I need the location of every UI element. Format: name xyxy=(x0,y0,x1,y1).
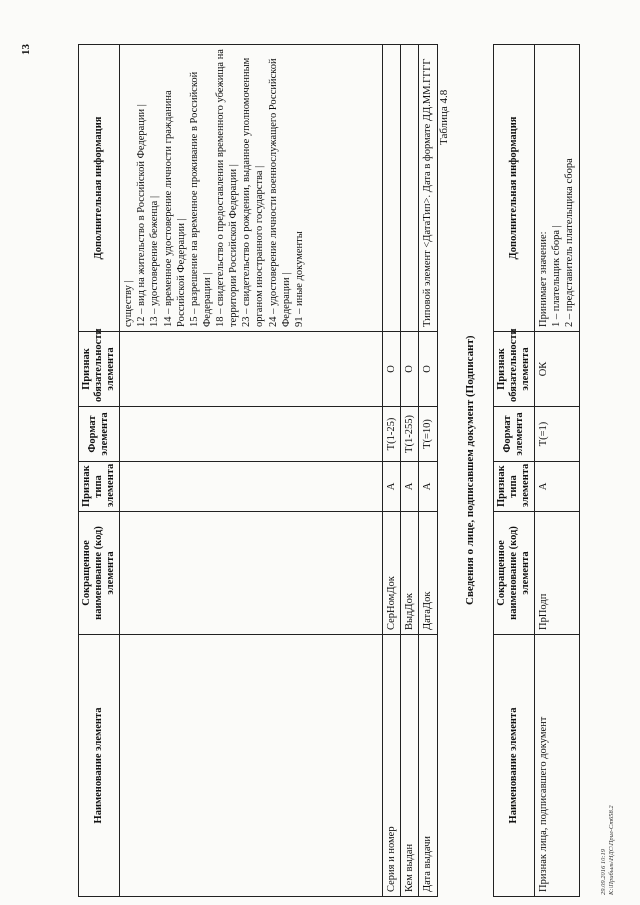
cell-code: СерНомДок xyxy=(383,512,401,635)
header-name: Наименование элемента xyxy=(494,635,535,897)
signer-table xyxy=(493,44,580,897)
cell-format: T(=10) xyxy=(419,407,437,462)
cell-type: А xyxy=(535,462,579,512)
cell-name: Серия и номер xyxy=(383,635,401,897)
cell-type: А xyxy=(419,462,437,512)
list-item: 12 – вид на жительство в Российской Федерации | xyxy=(136,104,148,327)
cell-name: Признак лица, подписавшего документ xyxy=(535,635,579,897)
table-row xyxy=(535,45,579,897)
list-item: 15 – разрешение на временное проживание в Российской Федерации | xyxy=(188,71,213,327)
list-item: 14 – временное удостоверение личности гражданина Российской Федерации | xyxy=(162,90,187,327)
footnote-path: К:\Прибыль\НДС\Прил-Ст658.2 xyxy=(607,805,615,895)
header-type: Признак типа элемента xyxy=(79,462,120,512)
cell-code: ВыдДок xyxy=(401,512,419,635)
cell-type: А xyxy=(383,462,401,512)
table-header-row xyxy=(79,45,120,897)
list-item: 23 – свидетельство о рождении, выданное уполномоченным органом иностранного государства | xyxy=(241,57,266,327)
table-row xyxy=(120,45,383,897)
info-line: Принимает значение: xyxy=(538,231,550,327)
list-item: существу | xyxy=(123,280,135,327)
info-line: 1 – плательщик сбора | xyxy=(551,225,563,327)
cell-code: ПрПодп xyxy=(535,512,579,635)
cell-required: О xyxy=(419,332,437,407)
header-required: Признак обязательности элемента xyxy=(494,332,535,407)
header-format: Формат элемента xyxy=(494,407,535,462)
section-title: Сведения о лице, подписавшем документ (Подписант) xyxy=(464,335,476,605)
header-info: Дополнительная информация xyxy=(494,45,535,332)
table-row xyxy=(401,45,419,897)
header-name: Наименование элемента xyxy=(79,635,120,897)
footnote-date: 29.09.2016 10:19 xyxy=(600,848,607,895)
header-format: Формат элемента xyxy=(79,407,120,462)
cell-info xyxy=(401,45,419,332)
document-codes-list xyxy=(120,45,383,332)
cell-code: ДатаДок xyxy=(419,512,437,635)
elements-table-continued xyxy=(78,44,438,897)
info-line: 2 – представитель плательщика сбора xyxy=(564,158,576,327)
header-code: Сокращенное наименование (код) элемента xyxy=(79,512,120,635)
cell-required: ОК xyxy=(535,332,579,407)
cell-type: А xyxy=(401,462,419,512)
cell-info xyxy=(535,45,579,332)
cell-required: О xyxy=(383,332,401,407)
page-number: 13 xyxy=(20,44,32,55)
list-item: 13 – удостоверение беженца | xyxy=(149,195,161,327)
file-footnote xyxy=(600,805,616,895)
list-item: 24 – удостоверение личности военнослужащего Российской Федерации | xyxy=(267,58,292,327)
table-row xyxy=(383,45,401,897)
cell-name: Дата выдачи xyxy=(419,635,437,897)
cell-name: Кем выдан xyxy=(401,635,419,897)
table-row xyxy=(419,45,437,897)
list-item: 18 – свидетельство о предоставлении временного убежища на территории Российской Федерации | xyxy=(215,49,240,327)
table-header-row xyxy=(494,45,535,897)
header-type: Признак типа элемента xyxy=(494,462,535,512)
cell-info: Типовой элемент <ДатаТип>. Дата в формате ДД.ММ.ГГГГ xyxy=(419,45,437,332)
cell-info xyxy=(383,45,401,332)
header-info: Дополнительная информация xyxy=(79,45,120,332)
header-code: Сокращенное наименование (код) элемента xyxy=(494,512,535,635)
list-item: 91 – иные документы xyxy=(293,231,305,327)
header-required: Признак обязательности элемента xyxy=(79,332,120,407)
cell-format: T(1-25) xyxy=(383,407,401,462)
cell-format: T(=1) xyxy=(535,407,579,462)
cell-format: T(1-255) xyxy=(401,407,419,462)
cell-required: О xyxy=(401,332,419,407)
table-label: Таблица 4.8 xyxy=(438,89,450,145)
